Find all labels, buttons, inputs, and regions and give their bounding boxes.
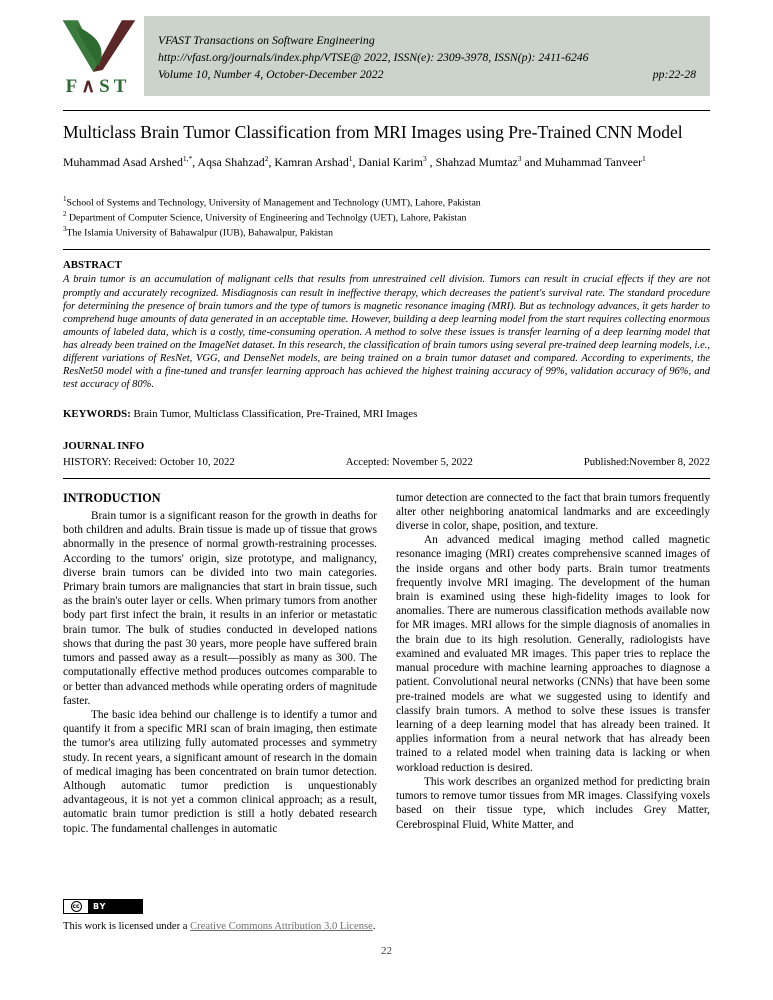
body-column-left [63,491,377,836]
history-row [63,456,710,468]
body-divider [63,478,710,479]
cc-icon: cc [64,900,88,913]
affiliation-superscript: 2 [63,209,67,218]
affiliation-line: $^3$The Islamia University of Bahawalpur (IUB), Bahawalpur, Pakistan [63,224,334,238]
body-paragraph: tumor detection are connected to the fact that brain tumors frequently alter other neighboring anatomical landmarks and are exceedingly diverse in color, shape, position, and texture. [396,491,710,532]
author-name: Muhammad Asad Arshed [63,154,183,169]
affiliation-line: $^2$ Department of Computer Science, University of Engineering and Technolgy (UET), Lahore, Pakistan [63,209,467,224]
section-heading: INTRODUCTION [63,490,161,505]
author-name: Shahzad Mumtaz [435,154,518,169]
body-column-right [396,491,710,836]
body-paragraph: An advanced medical imaging method called magnetic resonance imaging (MRI) creates comprehensive scanned images of the inside organs and other body parts. Brain tumor treatments frequently involve MRI imaging. The development of the human brain is examined using these high-fidelity images to look for anomalies. There are numerous classification methods available now for MR images. MRI allows for the simple diagnosis of anomalies in the brain due to its high resolution. Generally, radiologists have examined and evaluated MR images. This paper tries to replace the manual procedure with machine learning approaches to diagnose a patient. Convolutional neural networks (CNNs) that have been some pre-trained models are what we suggested using to identify and classify brain tumors. A method to solve these issues is transfer learning of a deep learning model that has already been trained. It applies information from a neural network that has already been trained to a related model when training data is lacking or when workload reduction is desired. [396,534,710,774]
journal-volume-line: Volume 10, Number 4, October-December 2022 [158,67,384,82]
author-name: Muhammad Tanveer [544,154,643,169]
page-header [0,0,773,96]
author-name: Kamran Arshad [274,154,349,169]
keywords-text: Brain Tumor, Multiclass Classification, Pre-Trained, MRI Images [130,407,418,420]
cc-by-label: BY [88,900,142,913]
affiliation-line: $^1$School of Systems and Technology, University of Management and Technology (UMT), Lahore, Pakistan [63,195,481,209]
author-superscript: 2 [264,153,269,163]
keywords-label: KEYWORDS: [63,407,131,420]
vfast-logo-icon [55,18,141,76]
abstract-divider [63,249,710,250]
abstract-section [63,259,710,467]
history-accepted: Accepted: November 5, 2022 [345,455,473,468]
journal-issn-line: http://vfast.org/journals/index.php/VTSE@ 2022, ISSN(e): 2309-3978, ISSN(p): 2411-6246 [158,50,589,65]
affiliation-superscript: 3 [63,224,67,233]
history-received: HISTORY: Received: October 10, 2022 [63,455,235,468]
body-paragraph: The basic idea behind our challenge is to identify a tumor and quantify it from a specific MRI scan of brain imaging, then estimate the tumor's area utilizing fully automated processes and symmetry study. In recent years, a significant amount of research in the domain of medical imaging has been concentrated on brain tumor detection. Although automatic tumor prediction is unquestionably advantageous, it is not yet a common clinical approach; as a result, automatic brain tumor prediction is still a hotly debated research topic. The fundamental challenges in automatic [63,708,377,835]
article-title: Multiclass Brain Tumor Classification from MRI Images using Pre-Trained CNN Model [63,122,683,142]
vfast-logo [52,16,144,96]
journal-info-heading: JOURNAL INFO [63,439,145,452]
logo-wordmark: F∧ST [65,76,131,97]
body-paragraph: This work describes an organized method for predicting brain tumors to remove tumor tissues from MR images. Classifying voxels based on their tissue type, which includes Grey Matter, Cerebrospinal Fluid, White Matter, and [396,775,710,831]
license-prefix: This work is licensed under a [63,921,191,932]
affiliation-superscript: 1 [63,195,67,204]
author-superscript: 3 [517,153,522,163]
author-superscript: 1,* [182,153,193,163]
keywords-line [63,408,710,420]
header-divider [63,110,710,111]
body-paragraph: Brain tumor is a significant reason for the growth in deaths for both children and adults. Brain tissue is made up of tissue that grows abnormally in the presence of normal growth-restraining processes. According to the tumors' origin, size prototype, and malignancy, diverse brain tumors can be divided into two main categories. Primary brain tumors are malignancies that start in brain tissue, such as the brain's outer layer or cells. When primary tumors from another body part first infect the brain, it results in an inferior or metastatic brain tumor. The bulk of studies conducted in developed nations shows that during the past 30 years, more people have suffered brain tumors and passed away as a result—possibly as many as 300. The computationally effective method produces outcomes comparable to or better than advanced methods while operating orders of magnitude faster. [63,509,378,707]
cc-by-badge[interactable] [63,899,143,914]
author-superscript: 1 [348,153,353,163]
page-number: 22 [381,945,392,957]
article-body [63,491,710,836]
history-published: Published:November 8, 2022 [583,455,710,468]
abstract-heading: ABSTRACT [63,259,122,272]
abstract-text: A brain tumor is an accumulation of malignant cells that results from unrestrained cell division. Tumors can result in crucial effects if they are not promptly and accurately recognized. Misdiagnosis can result in ineffective therapy, which decreases the patient's survival rate. The standard procedure for determining the presence of brain tumors and the type of tumors is magnetic resonance imaging (MRI). But as technology advances, it gets harder to comprehend huge amounts of data generated in an acceptable time. However, building a deep learning model from the start requires collecting enormous amounts of labeled data, which is a costly, time-consuming operation. A method to solve these issues is transfer learning of a deep learning model that has already been trained on the ImageNet dataset. In this research, the classification of brain tumors using several pre-trained deep learning models, i.e., different variations of ResNet, VGG, and DenseNet models, are being trained on a brain tumor dataset and compared. According to experiments, the ResNet50 model with a fine-tuned and transfer learning approach has achieved the highest training accuracy of 99%, validation accuracy of 96%, and test accuracy of 80%. [63,274,710,391]
journal-name: VFAST Transactions on Software Engineering [158,33,375,47]
authors-line: Muhammad Asad Arshed$^{1,*}$, Aqsa Shahzad$^2$, Kamran Arshad$^1$, Danial Karim$^3$ , Shahzad Mumtaz$^3$ and Muhammad Tanveer$^1$ [63,153,646,169]
author-name: Aqsa Shahzad [197,154,265,169]
journal-pages: pp:22-28 [652,67,696,82]
journal-masthead [144,16,710,96]
author-name: Danial Karim [358,154,423,169]
page-footer [63,899,710,957]
license-suffix: . [372,921,376,932]
affiliations [63,195,710,239]
author-superscript: 3 [422,153,427,163]
license-line [63,921,710,932]
license-link[interactable]: Creative Commons Attribution 3.0 License [190,921,373,932]
author-superscript: 1 [642,153,646,163]
